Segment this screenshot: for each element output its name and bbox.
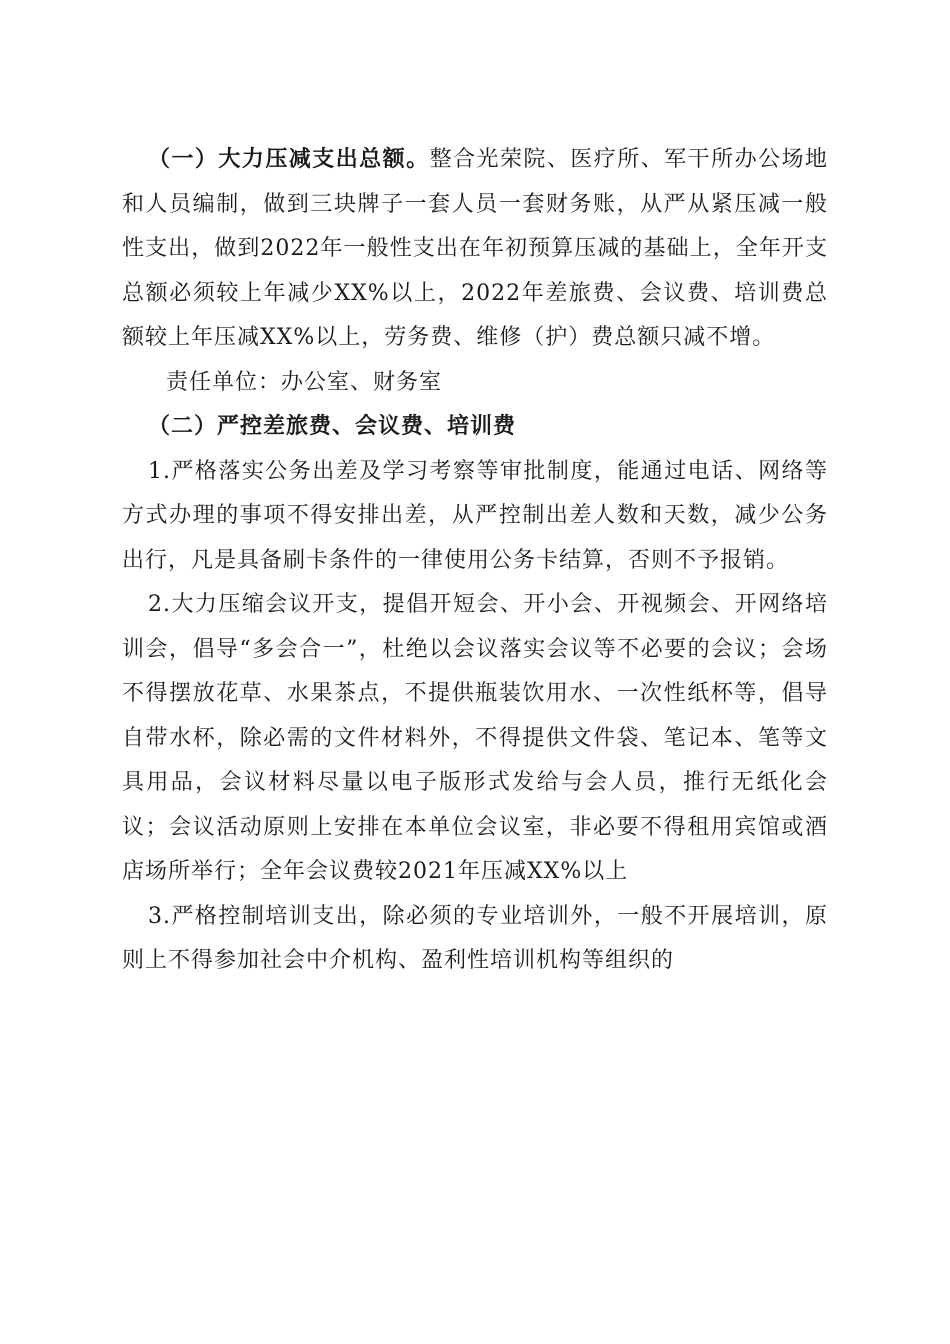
item-3: 3.严格控制培训支出，除必须的专业培训外，一般不开展培训，原则上不得参加社会中介机构、盈利性培训机构等组织的 [122, 903, 828, 973]
item-1: 1.严格落实公务出差及学习考察等审批制度，能通过电话、网络等方式办理的事项不得安排出差，从严控制出差人数和天数，减少公务出行，凡是具备刷卡条件的一律使用公务卡结算，否则不予报销。 [122, 458, 828, 573]
section1-paragraph [122, 138, 828, 361]
section1-body: 整合光荣院、医疗所、军干所办公场地和人员编制，做到三块牌子一套人员一套财务账，从严从紧压减一般性支出，做到2022年一般性支出在年初预算压减的基础上，全年开支总额必须较上年减少XX%以上，2022年差旅费、会议费、培训费总额较上年压减XX%以上，劳务费、维修（护）费总额只减不增。 [122, 147, 828, 350]
item-2: 2.大力压缩会议开支，提倡开短会、开小会、开视频会、开网络培训会，倡导“多会合一”，杜绝以会议落实会议等不必要的会议；会场不得摆放花草、水果茶点，不提供瓶装饮用水、一次性纸杯等，倡导自带水杯，除必需的文件材料外，不得提供文件袋、笔记本、笔等文具用品，会议材料尽量以电子版形式发给与会人员，推行无纸化会议；会议活动原则上安排在本单位会议室，非必要不得租用宾馆或酒店场所举行；全年会议费较2021年压减XX%以上 [122, 592, 828, 884]
section2-heading: （二）严控差旅费、会议费、培训费 [148, 414, 517, 439]
responsible-units: 责任单位：办公室、财务室 [166, 369, 443, 395]
section1-heading: （一）大力压减支出总额。 [148, 147, 430, 172]
